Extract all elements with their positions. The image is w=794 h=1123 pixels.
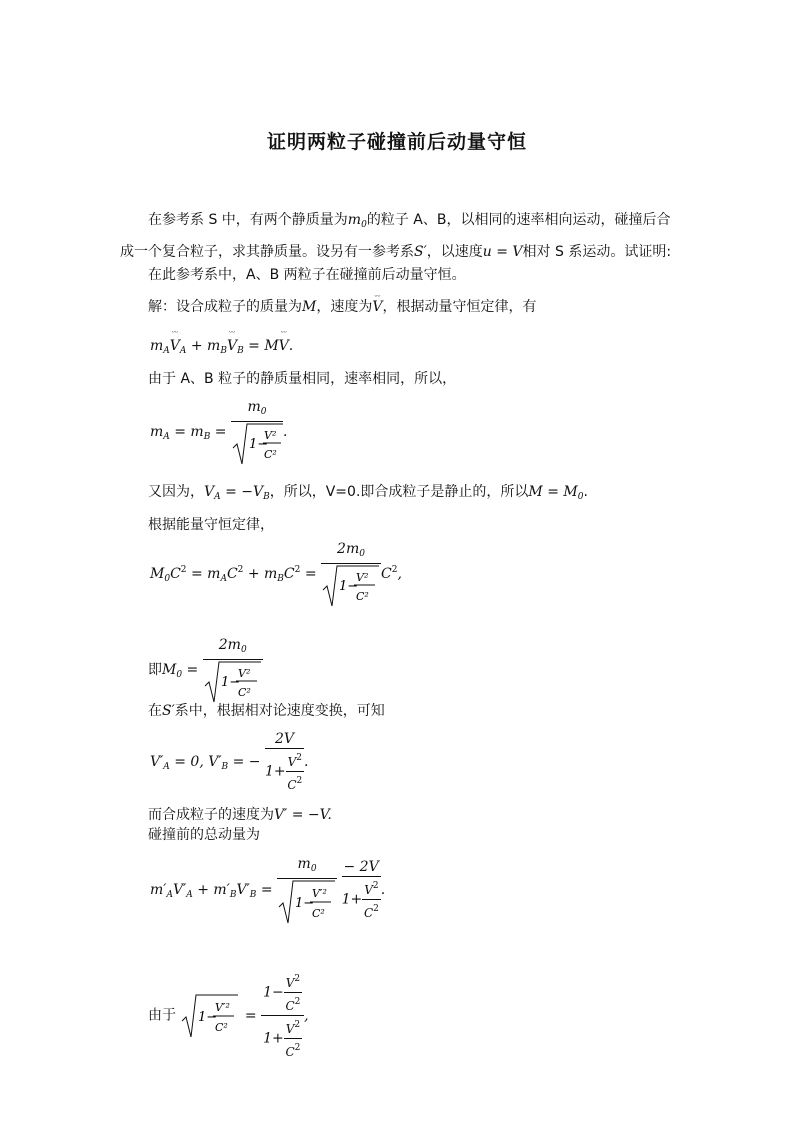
- solution-text-6a: 在: [148, 703, 162, 719]
- solution-text-1a: 解：设合成粒子的质量为: [148, 299, 302, 315]
- svg-text:1−: 1−: [198, 1009, 218, 1025]
- equation-sqrt-identity: 1− V′² C² = 1− $\frac{V^2}{C^2}$ 1+ $\frac{V^2}{C^2}$ ,: [180, 1008, 308, 1024]
- sqrt-sign: [203, 660, 263, 704]
- fraction-M0: $2m_0$ 1− V² C²: [203, 636, 263, 704]
- intro-text-2b: ，以速度: [426, 244, 483, 260]
- svg-text:V²: V²: [356, 571, 369, 584]
- intro-text-1b: 的粒子 A、B，以相同的速率相向运动，碰撞后合: [366, 212, 671, 228]
- solution-line-7: [148, 805, 332, 825]
- sqrt-sign: [180, 993, 240, 1039]
- math-s-prime: S′: [414, 244, 427, 260]
- svg-text:C²: C²: [263, 448, 277, 461]
- page-title: 证明两粒子碰撞前后动量守恒: [266, 131, 527, 153]
- solution-line-9: [148, 970, 309, 1061]
- math-m0: $m_0$: [347, 212, 367, 230]
- solution-line-8: 碰撞前的总动量为: [148, 827, 260, 843]
- solution-text-6b: 系中，根据相对论速度变换，可知: [174, 703, 385, 719]
- equation-total-momentum: $m'_AV'_A + m'_BV'_B$ = $m_0$ 1− V′² C² − 2V 1+ $\frac{V^2}{C^2}$ .: [150, 855, 385, 925]
- fraction-identity: 1− $\frac{V^2}{C^2}$ 1+ $\frac{V^2}{C^2}$: [261, 970, 304, 1061]
- sqrt-sign: [231, 422, 283, 466]
- equation-energy: $M_0C^2 = m_AC^2 + m_BC^2$ = $2m_0$ 1− V² C² $C^2$,: [150, 540, 402, 608]
- sqrt-sign: [321, 564, 381, 608]
- intro-text-1a: 在参考系 S 中，有两个静质量为: [148, 212, 348, 228]
- fraction-velocity-b: − 2V 1+ $\frac{V^2}{C^2}$: [341, 859, 379, 920]
- solution-text-3b: ，所以，V=0.即合成粒子是静止的，所以: [269, 484, 529, 500]
- solution-line-2: 由于 A、B 粒子的静质量相同，速率相同，所以，: [148, 371, 457, 387]
- svg-text:V²: V²: [263, 429, 277, 442]
- solution-text-1b: ，速度为: [316, 299, 373, 315]
- solution-text-7a: 而合成粒子的速度为: [148, 807, 274, 823]
- svg-text:V′²: V′²: [312, 887, 327, 900]
- math-v-prime: V′ = −V.: [274, 807, 332, 823]
- svg-text:V²: V²: [237, 667, 251, 680]
- svg-text:C²: C²: [215, 1020, 229, 1034]
- intro-text-2a: 成一个复合粒子，求其静质量。设另有一参考系: [120, 244, 414, 260]
- equation-mass: $m_A = m_B$ = $m_0$ 1− V² C² .: [150, 398, 287, 466]
- equation-velocity-transform: $V'_A = 0$, $V'_B$ = − 2V 1+ $\frac{V^2}{C^2}$ .: [150, 731, 309, 792]
- math-M-eq-M0: $M = M_0$: [528, 484, 584, 502]
- math-V-vec: ᵕᵕ V: [372, 297, 382, 317]
- intro-line-1: [148, 210, 670, 235]
- svg-text:1−: 1−: [295, 896, 315, 911]
- solution-text-9a: 由于: [148, 1007, 176, 1024]
- math-s-prime-2: S′: [162, 703, 175, 719]
- fraction-mass: $m_0$ 1− V² C²: [231, 398, 283, 466]
- math-M: M: [302, 299, 317, 315]
- svg-text:1−: 1−: [248, 437, 269, 452]
- solution-line-1: [148, 297, 536, 317]
- svg-text:C²: C²: [237, 686, 251, 699]
- solution-text-1c: ，根据动量守恒定律，有: [382, 299, 537, 315]
- math-va-eq: $V_A = -V_B$: [204, 484, 270, 502]
- svg-text:V′²: V′²: [215, 1000, 231, 1014]
- solution-line-6: [148, 701, 385, 721]
- svg-text:1−: 1−: [339, 579, 359, 594]
- solution-line-5: [148, 636, 263, 704]
- intro-line-2: [120, 242, 671, 262]
- equation-momentum: $m_Aᵕᵕ$ $V_A$ + $m_Bᵕᵕ$ $V_B$ = Mᵕᵕ V.: [150, 338, 293, 356]
- svg-text:C²: C²: [356, 590, 369, 603]
- intro-text-2c: 相对 S 系运动。试证明:: [522, 244, 672, 260]
- solution-line-4: 根据能量守恒定律，: [148, 517, 274, 533]
- fraction-energy: $2m_0$ 1− V² C²: [321, 540, 381, 608]
- solution-line-3: 又因为，$V_A = -V_B$，所以，V=0.即合成粒子是静止的，所以$M = M_0$.: [148, 484, 588, 502]
- fraction-total-momentum: $m_0$ 1− V′² C²: [277, 855, 337, 925]
- intro-line-3: 在此参考系中，A、B 两粒子在碰撞前后动量守恒。: [148, 267, 466, 283]
- svg-text:C²: C²: [312, 907, 325, 920]
- solution-text-5a: 即: [148, 662, 162, 678]
- svg-text:1−: 1−: [220, 675, 240, 690]
- solution-text-3a: 又因为，: [148, 484, 204, 500]
- equation-M0: $M_0$ = $2m_0$ 1− V² C²: [162, 662, 263, 678]
- sqrt-sign: [277, 879, 337, 925]
- fraction-velocity: 2V 1+ $\frac{V^2}{C^2}$: [264, 731, 303, 792]
- math-u-eq-v: u = V: [482, 244, 523, 260]
